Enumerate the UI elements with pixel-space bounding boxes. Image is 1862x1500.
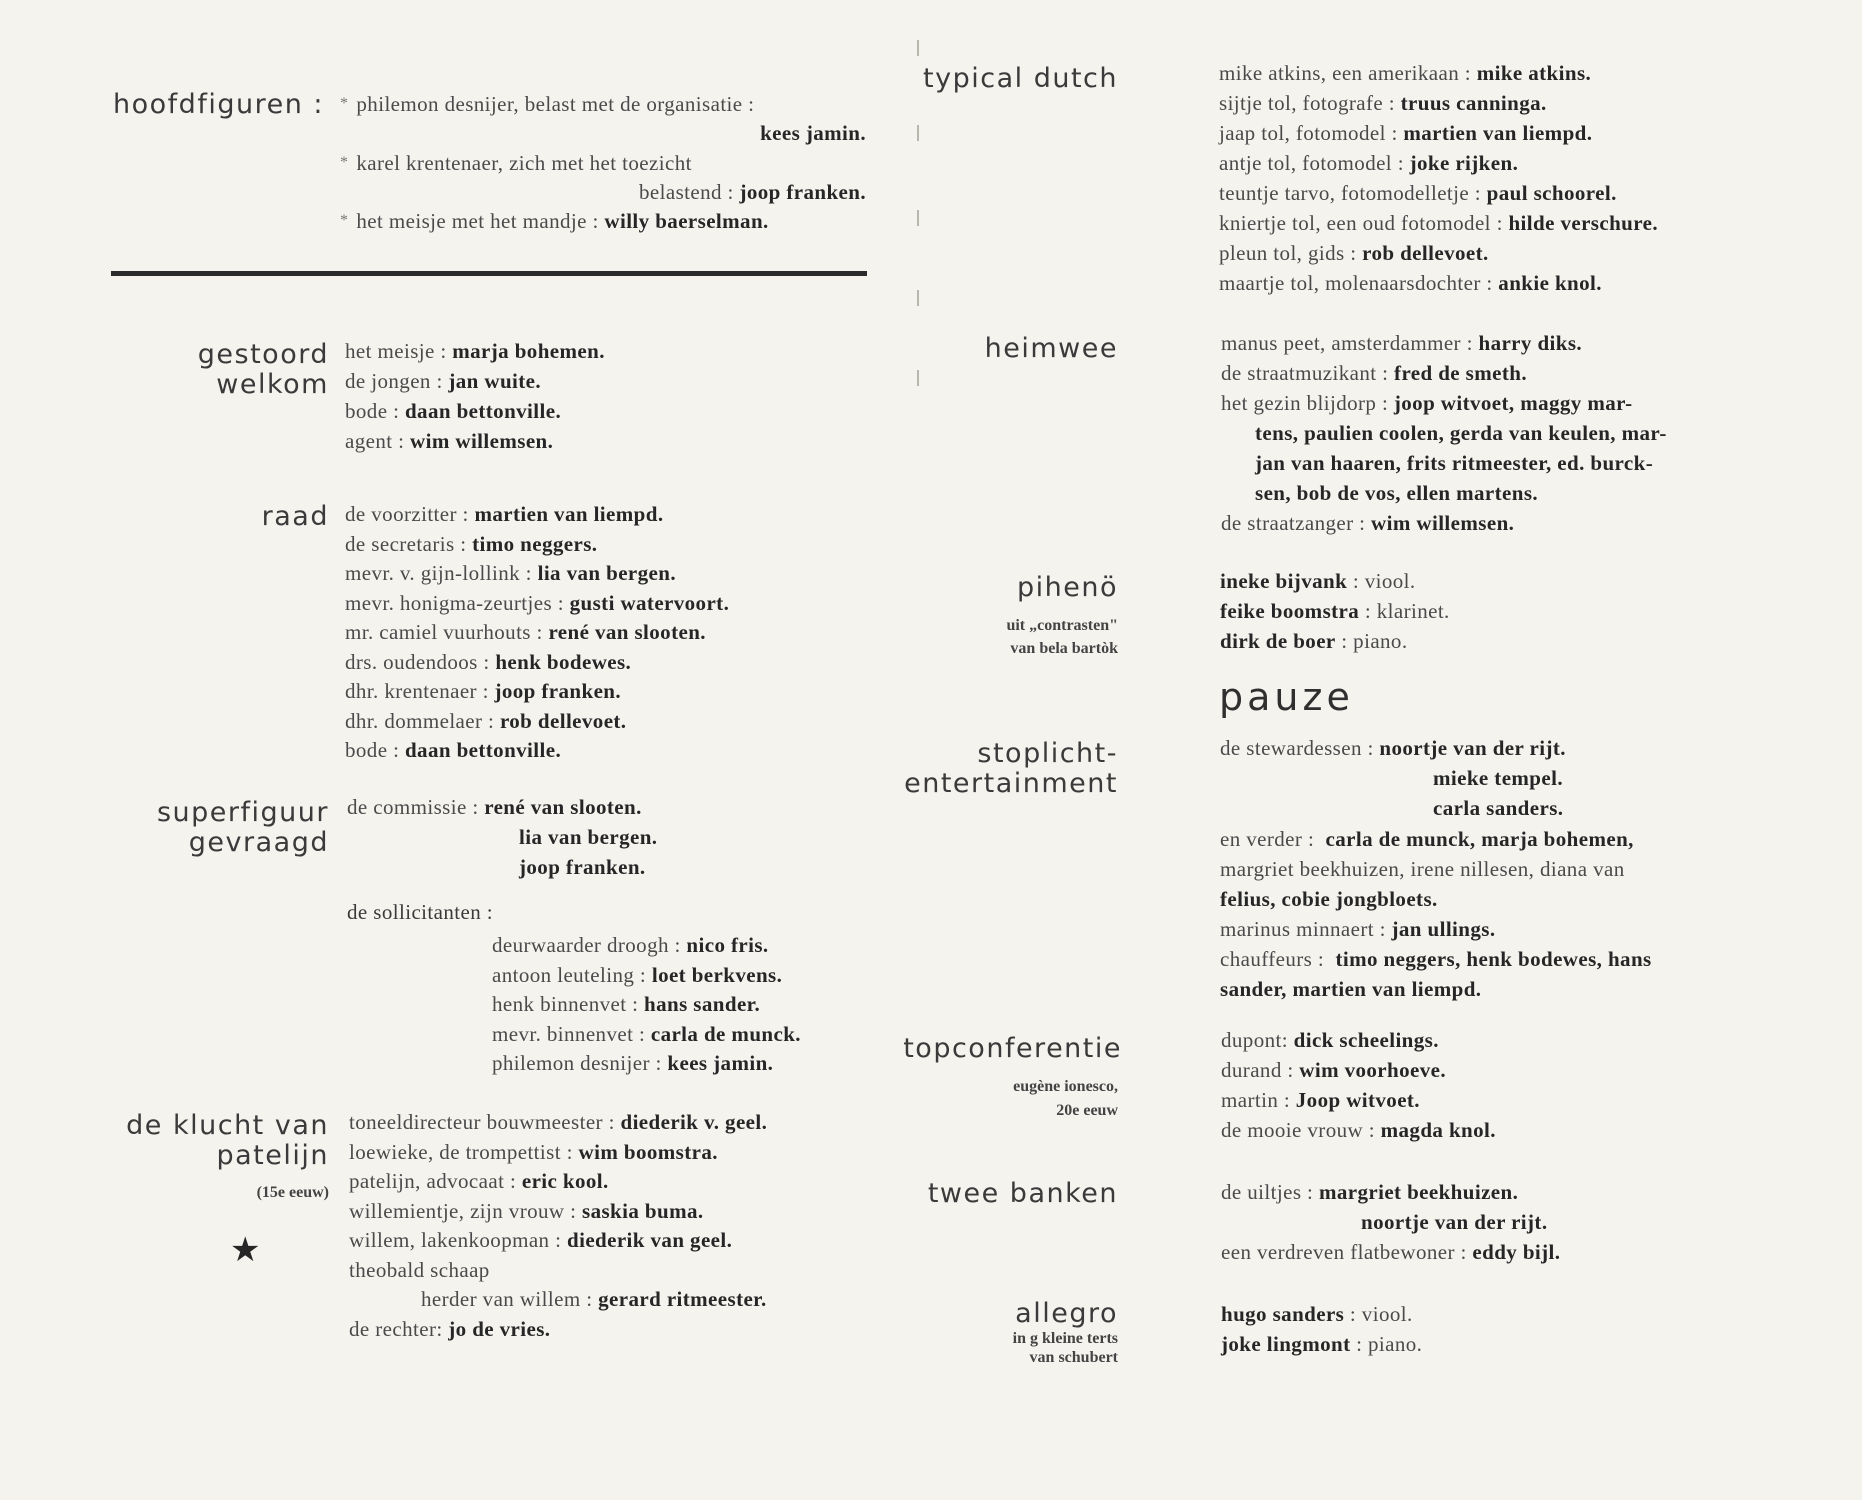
- commissie-line: de commissie : rené van slooten.: [347, 795, 642, 819]
- cast-line: loewieke, de trompettist : wim boomstra.: [349, 1139, 718, 1164]
- hoofdfiguren-line-4: belastend : joop franken.: [639, 180, 866, 204]
- cast-line: dirk de boer : piano.: [1220, 629, 1408, 653]
- cast-line: dupont: dick scheelings.: [1221, 1028, 1439, 1052]
- cast-line: de straatmuzikant : fred de smeth.: [1221, 361, 1527, 385]
- cast-line: deurwaarder droogh : nico fris.: [492, 933, 769, 957]
- cast-line: drs. oudendoos : henk bodewes.: [345, 649, 632, 674]
- cast-line: sander, martien van liempd.: [1220, 977, 1482, 1001]
- pauze-heading: pauze: [1219, 675, 1354, 719]
- cast-line: theobald schaap: [349, 1257, 490, 1282]
- cast-line: mike atkins, een amerikaan : mike atkins.: [1219, 61, 1592, 85]
- topconferentie-century: 20e eeuw: [1056, 1102, 1118, 1119]
- cast-line: ineke bijvank : viool.: [1220, 569, 1416, 593]
- allegro-key: in g kleine terts: [1012, 1330, 1118, 1347]
- cast-line: carla sanders.: [1433, 796, 1564, 820]
- cast-line: mevr. binnenvet : carla de munck.: [492, 1021, 801, 1046]
- cast-line: de voorzitter : martien van liempd.: [345, 502, 664, 526]
- cast-line: pleun tol, gids : rob dellevoet.: [1219, 241, 1489, 265]
- klucht-century: (15e eeuw): [256, 1184, 329, 1201]
- cast-line: feike boomstra : klarinet.: [1220, 599, 1450, 623]
- hoofdfiguren-line-2: kees jamin.: [760, 121, 866, 145]
- cast-line: het gezin blijdorp : joop witvoet, maggy mar-: [1221, 391, 1633, 415]
- cast-line: de secretaris : timo neggers.: [345, 531, 598, 556]
- cast-line: de uiltjes : margriet beekhuizen.: [1221, 1180, 1519, 1204]
- heading-entertainment: entertainment: [904, 768, 1118, 799]
- cast-line: de jongen : jan wuite.: [345, 369, 542, 393]
- cast-line: marinus minnaert : jan ullings.: [1220, 917, 1496, 941]
- heading-topconferentie: topconferentie: [903, 1033, 1122, 1064]
- cast-line: het meisje : marja bohemen.: [345, 339, 605, 363]
- sollicitanten-label: de sollicitanten :: [347, 900, 493, 924]
- cast-line: willem, lakenkoopman : diederik van geel.: [349, 1228, 733, 1252]
- cast-line: sen, bob de vos, ellen martens.: [1255, 481, 1539, 505]
- cast-line: bode : daan bettonville.: [345, 399, 562, 423]
- topconferentie-author: eugène ionesco,: [1013, 1078, 1118, 1095]
- cast-line: jan van haaren, frits ritmeester, ed. burck-: [1255, 451, 1654, 475]
- cast-line: mevr. honigma-zeurtjes : gusti watervoort.: [345, 590, 730, 615]
- heading-raad: raad: [261, 501, 329, 532]
- piheno-composer: van bela bartòk: [1010, 640, 1118, 657]
- cast-line: martin : Joop witvoet.: [1221, 1088, 1420, 1112]
- cast-line: henk binnenvet : hans sander.: [492, 992, 761, 1016]
- cast-line: noortje van der rijt.: [1361, 1210, 1548, 1234]
- hoofdfiguren-line-5: * het meisje met het mandje : willy baerselman.: [340, 209, 769, 233]
- cast-line: en verder : carla de munck, marja bohemen,: [1220, 827, 1634, 851]
- heading-piheno: pihenö: [1017, 572, 1118, 603]
- heading-superfiguur: superfiguur: [156, 797, 329, 828]
- cast-line: antje tol, fotomodel : joke rijken.: [1219, 151, 1519, 175]
- divider-rule: [111, 271, 867, 276]
- heading-stoplicht: stoplicht-: [977, 738, 1118, 769]
- cast-line: hugo sanders : viool.: [1221, 1302, 1413, 1326]
- cast-line: de straatzanger : wim willemsen.: [1221, 511, 1515, 535]
- cast-line: toneeldirecteur bouwmeester : diederik v. geel.: [349, 1110, 768, 1134]
- hoofdfiguren-line-3: * karel krentenaer, zich met het toezicht: [340, 151, 692, 175]
- cast-line: bode : daan bettonville.: [345, 738, 562, 762]
- heading-typical-dutch: typical dutch: [923, 63, 1118, 94]
- cast-line: mevr. v. gijn-lollink : lia van bergen.: [345, 561, 676, 585]
- cast-line: kniertje tol, een oud fotomodel : hilde verschure.: [1219, 211, 1658, 235]
- cast-line: de mooie vrouw : magda knol.: [1221, 1118, 1496, 1142]
- asterisk-icon: *: [340, 95, 349, 112]
- cast-line: de rechter: jo de vries.: [349, 1316, 551, 1341]
- cast-line: de stewardessen : noortje van der rijt.: [1220, 736, 1566, 760]
- cast-line: maartje tol, molenaarsdochter : ankie knol.: [1219, 271, 1602, 295]
- left-page: [0, 0, 918, 1500]
- heading-patelijn: patelijn: [216, 1140, 329, 1171]
- cast-line: margriet beekhuizen, irene nillesen, diana van: [1220, 857, 1625, 881]
- cast-line: manus peet, amsterdammer : harry diks.: [1221, 331, 1583, 355]
- cast-line: een verdreven flatbewoner : eddy bijl.: [1221, 1240, 1561, 1264]
- heading-allegro: allegro: [1015, 1298, 1118, 1329]
- cast-line: durand : wim voorhoeve.: [1221, 1058, 1447, 1082]
- asterisk-icon: *: [340, 212, 349, 229]
- cast-line: willemientje, zijn vrouw : saskia buma.: [349, 1198, 704, 1223]
- cast-line: mieke tempel.: [1433, 766, 1563, 790]
- piheno-source: uit „contrasten": [1006, 617, 1118, 634]
- cast-line: mr. camiel vuurhouts : rené van slooten.: [345, 620, 706, 644]
- cast-line: tens, paulien coolen, gerda van keulen, mar-: [1255, 421, 1667, 445]
- star-icon: ★: [230, 1230, 261, 1270]
- hoofdfiguren-line-1: * philemon desnijer, belast met de organisatie :: [340, 92, 755, 116]
- cast-line: philemon desnijer : kees jamin.: [492, 1051, 774, 1075]
- right-page: [903, 0, 1862, 1500]
- cast-line: joke lingmont : piano.: [1221, 1332, 1423, 1356]
- cast-line: herder van willem : gerard ritmeester.: [421, 1287, 767, 1311]
- heading-heimwee: heimwee: [984, 333, 1118, 364]
- allegro-composer: van schubert: [1029, 1349, 1118, 1366]
- commissie-member: lia van bergen.: [519, 825, 658, 849]
- commissie-member: joop franken.: [519, 855, 646, 879]
- cast-line: patelijn, advocaat : eric kool.: [349, 1169, 609, 1193]
- cast-line: chauffeurs : timo neggers, henk bodewes, hans: [1220, 947, 1652, 971]
- asterisk-icon: *: [340, 154, 349, 171]
- heading-gestoord: gestoord: [197, 339, 329, 370]
- heading-twee-banken: twee banken: [927, 1178, 1118, 1209]
- heading-welkom: welkom: [216, 369, 329, 400]
- cast-line: sijtje tol, fotografe : truus canninga.: [1219, 91, 1547, 115]
- cast-line: dhr. krentenaer : joop franken.: [345, 679, 622, 703]
- cast-line: felius, cobie jongbloets.: [1220, 887, 1438, 911]
- heading-hoofdfiguren: hoofdfiguren :: [113, 89, 324, 120]
- cast-line: teuntje tarvo, fotomodelletje : paul schoorel.: [1219, 181, 1617, 205]
- cast-line: agent : wim willemsen.: [345, 429, 554, 453]
- heading-klucht: de klucht van: [126, 1110, 329, 1141]
- cast-line: dhr. dommelaer : rob dellevoet.: [345, 708, 627, 733]
- cast-line: antoon leuteling : loet berkvens.: [492, 962, 783, 987]
- heading-gevraagd: gevraagd: [188, 827, 329, 858]
- cast-line: jaap tol, fotomodel : martien van liempd.: [1219, 121, 1593, 145]
